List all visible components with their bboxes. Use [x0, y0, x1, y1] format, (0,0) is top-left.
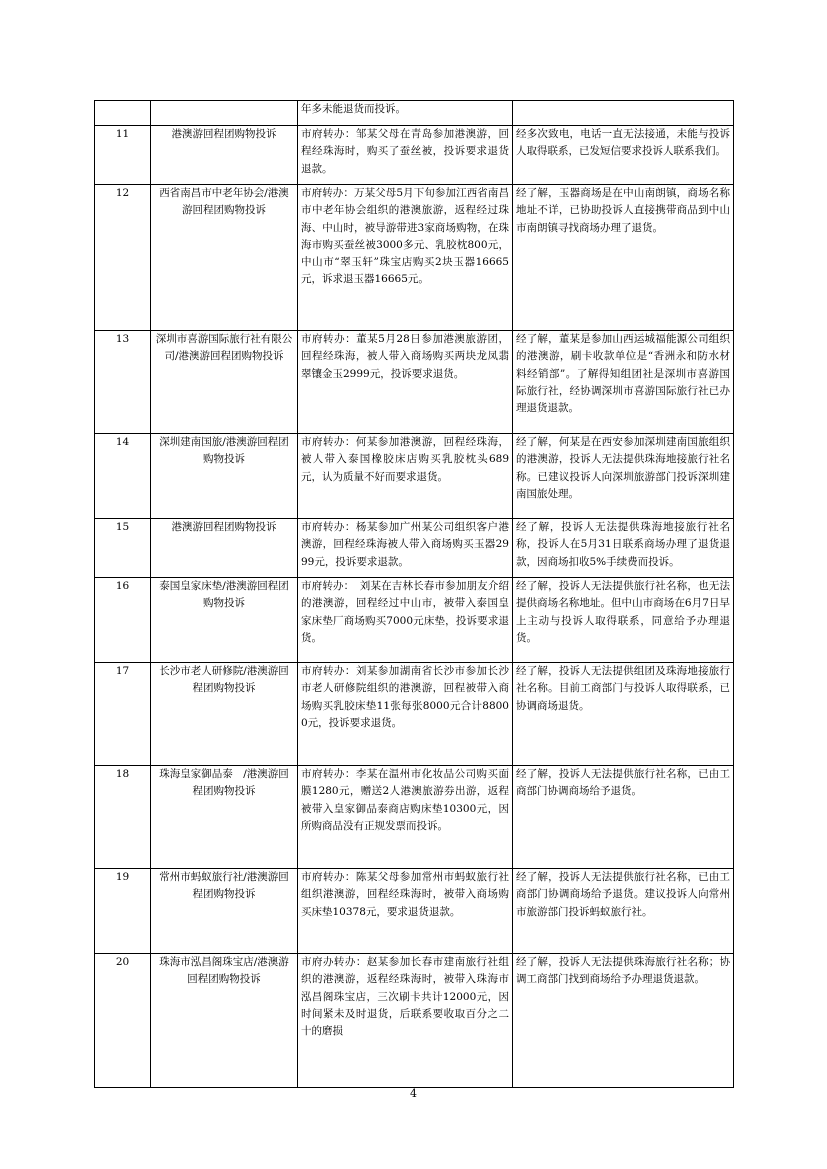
handling-result — [513, 101, 734, 126]
complaint-subject: 珠海皇家御品泰 /港澳游回程团购物投诉 — [151, 766, 298, 869]
table-row — [95, 126, 734, 185]
complaint-content: 市府转办： 刘某在吉林长春市参加朋友介绍的港澳游，回程经过中山市，被带入泰国皇家床垫厂商场购买7000元床垫，投诉要求退货。 — [298, 578, 513, 663]
handling-result: 经了解，投诉人无法提供珠海旅行社名称；协调工商部门找到商场给予办理退货退款。 — [513, 954, 734, 1088]
row-number: 18 — [95, 766, 151, 869]
row-number: 20 — [95, 954, 151, 1088]
complaint-subject — [151, 101, 298, 126]
table-row — [95, 101, 734, 126]
row-number: 19 — [95, 869, 151, 954]
complaint-subject: 常州市蚂蚁旅行社/港澳游回程团购物投诉 — [151, 869, 298, 954]
complaint-subject: 西省南昌市中老年协会/港澳游回程团购物投诉 — [151, 185, 298, 331]
complaint-content: 市府转办：李某在温州市化妆品公司购买面膜1280元，赠送2人港澳旅游券出游，返程被带入皇家御品泰商店购床垫10300元，因所购商品没有正规发票而投诉。 — [298, 766, 513, 869]
complaint-content: 市府转办：陈某父母参加常州市蚂蚁旅行社组织港澳游，回程经珠海时，被带入商场购买床垫10378元，要求退货退款。 — [298, 869, 513, 954]
table-row — [95, 869, 734, 954]
complaint-content: 市府办转办：赵某参加长春市建南旅行社组织的港澳游，返程经珠海时，被带入珠海市泓昌阁珠宝店，三次刷卡共计12000元，因时间紧未及时退货，后联系要收取百分之二十的磨损 — [298, 954, 513, 1088]
row-number: 11 — [95, 126, 151, 185]
complaint-table — [94, 100, 734, 1088]
complaint-subject: 珠海市泓昌阁珠宝店/港澳游回程团购物投诉 — [151, 954, 298, 1088]
complaint-subject: 深圳建南国旅/港澳游回程团购物投诉 — [151, 434, 298, 519]
table-row — [95, 185, 734, 331]
complaint-content: 市府转办：刘某参加湖南省长沙市参加长沙市老人研修院组织的港澳游，回程被带入商场购买乳胶床垫11张每张8000元合计88000元，投诉要求退货。 — [298, 663, 513, 766]
row-number: 12 — [95, 185, 151, 331]
complaint-subject: 深圳市喜游国际旅行社有限公司/港澳游回程团购物投诉 — [151, 331, 298, 434]
handling-result: 经多次致电，电话一直无法接通，未能与投诉人取得联系，已发短信要求投诉人联系我们。 — [513, 126, 734, 185]
complaint-content: 市府转办：何某参加港澳游，回程经珠海，被人带入泰国橡胶床店购买乳胶枕头689元，认为质量不好而要求退货。 — [298, 434, 513, 519]
table-row — [95, 434, 734, 519]
handling-result: 经了解，投诉人无法提供旅行社名称，也无法提供商场名称地址。但中山市商场在6月7日早上主动与投诉人取得联系，同意给予办理退货。 — [513, 578, 734, 663]
complaint-content: 市府转办：董某5月28日参加港澳旅游团，回程经珠海，被人带入商场购买两块龙凤翡翠镶金玉2999元，投诉要求退货。 — [298, 331, 513, 434]
handling-result: 经了解，玉器商场是在中山南朗镇，商场名称地址不详，已协助投诉人直接携带商品到中山市南朗镇寻找商场办理了退货。 — [513, 185, 734, 331]
handling-result: 经了解，何某是在西安参加深圳建南国旅组织的港澳游，投诉人无法提供珠海地接旅行社名称。已建议投诉人向深圳旅游部门投诉深圳建南国旅处理。 — [513, 434, 734, 519]
handling-result: 经了解，投诉人无法提供旅行社名称，已由工商部门协调商场给予退货。建议投诉人向常州市旅游部门投诉蚂蚁旅行社。 — [513, 869, 734, 954]
complaint-subject: 港澳游回程团购物投诉 — [151, 519, 298, 578]
row-number: 17 — [95, 663, 151, 766]
complaint-content: 年多未能退货而投诉。 — [298, 101, 513, 126]
complaint-content: 市府转办：万某父母5月下旬参加江西省南昌市中老年协会组织的港澳旅游，返程经过珠海、中山时，被导游带进3家商场购物，在珠海市购买蚕丝被3000多元、乳胶枕800元，中山市“翠玉轩”珠宝店购买2块玉器16665元，诉求退玉器16665元。 — [298, 185, 513, 331]
row-number: 14 — [95, 434, 151, 519]
table-row — [95, 766, 734, 869]
row-number: 13 — [95, 331, 151, 434]
complaint-subject: 泰国皇家床垫/港澳游回程团购物投诉 — [151, 578, 298, 663]
complaint-table-body — [95, 101, 734, 1088]
row-number: 15 — [95, 519, 151, 578]
table-row — [95, 663, 734, 766]
table-row — [95, 519, 734, 578]
handling-result: 经了解，董某是参加山西运城福能源公司组织的港澳游，刷卡收款单位是“香洲永和防水材料经销部”。了解得知组团社是深圳市喜游国际旅行社，经协调深圳市喜游国际旅行社已办理退货退款。 — [513, 331, 734, 434]
table-row — [95, 954, 734, 1088]
page-number: 4 — [410, 1087, 417, 1100]
table-row — [95, 331, 734, 434]
row-number: 16 — [95, 578, 151, 663]
table-row — [95, 578, 734, 663]
complaint-subject: 长沙市老人研修院/港澳游回程团购物投诉 — [151, 663, 298, 766]
handling-result: 经了解，投诉人无法提供珠海地接旅行社名称，投诉人在5月31日联系商场办理了退货退款，因商场扣收5%手续费而投诉。 — [513, 519, 734, 578]
complaint-content: 市府转办：邹某父母在青岛参加港澳游，回程经珠海时，购买了蚕丝被，投诉要求退货退款。 — [298, 126, 513, 185]
complaint-content: 市府转办：杨某参加广州某公司组织客户港澳游，回程经珠海被人带入商场购买玉器2999元，投诉要求退款。 — [298, 519, 513, 578]
handling-result: 经了解，投诉人无法提供旅行社名称，已由工商部门协调商场给予退货。 — [513, 766, 734, 869]
complaint-subject: 港澳游回程团购物投诉 — [151, 126, 298, 185]
row-number — [95, 101, 151, 126]
handling-result: 经了解，投诉人无法提供组团及珠海地接旅行社名称。目前工商部门与投诉人取得联系，已协调商场退货。 — [513, 663, 734, 766]
